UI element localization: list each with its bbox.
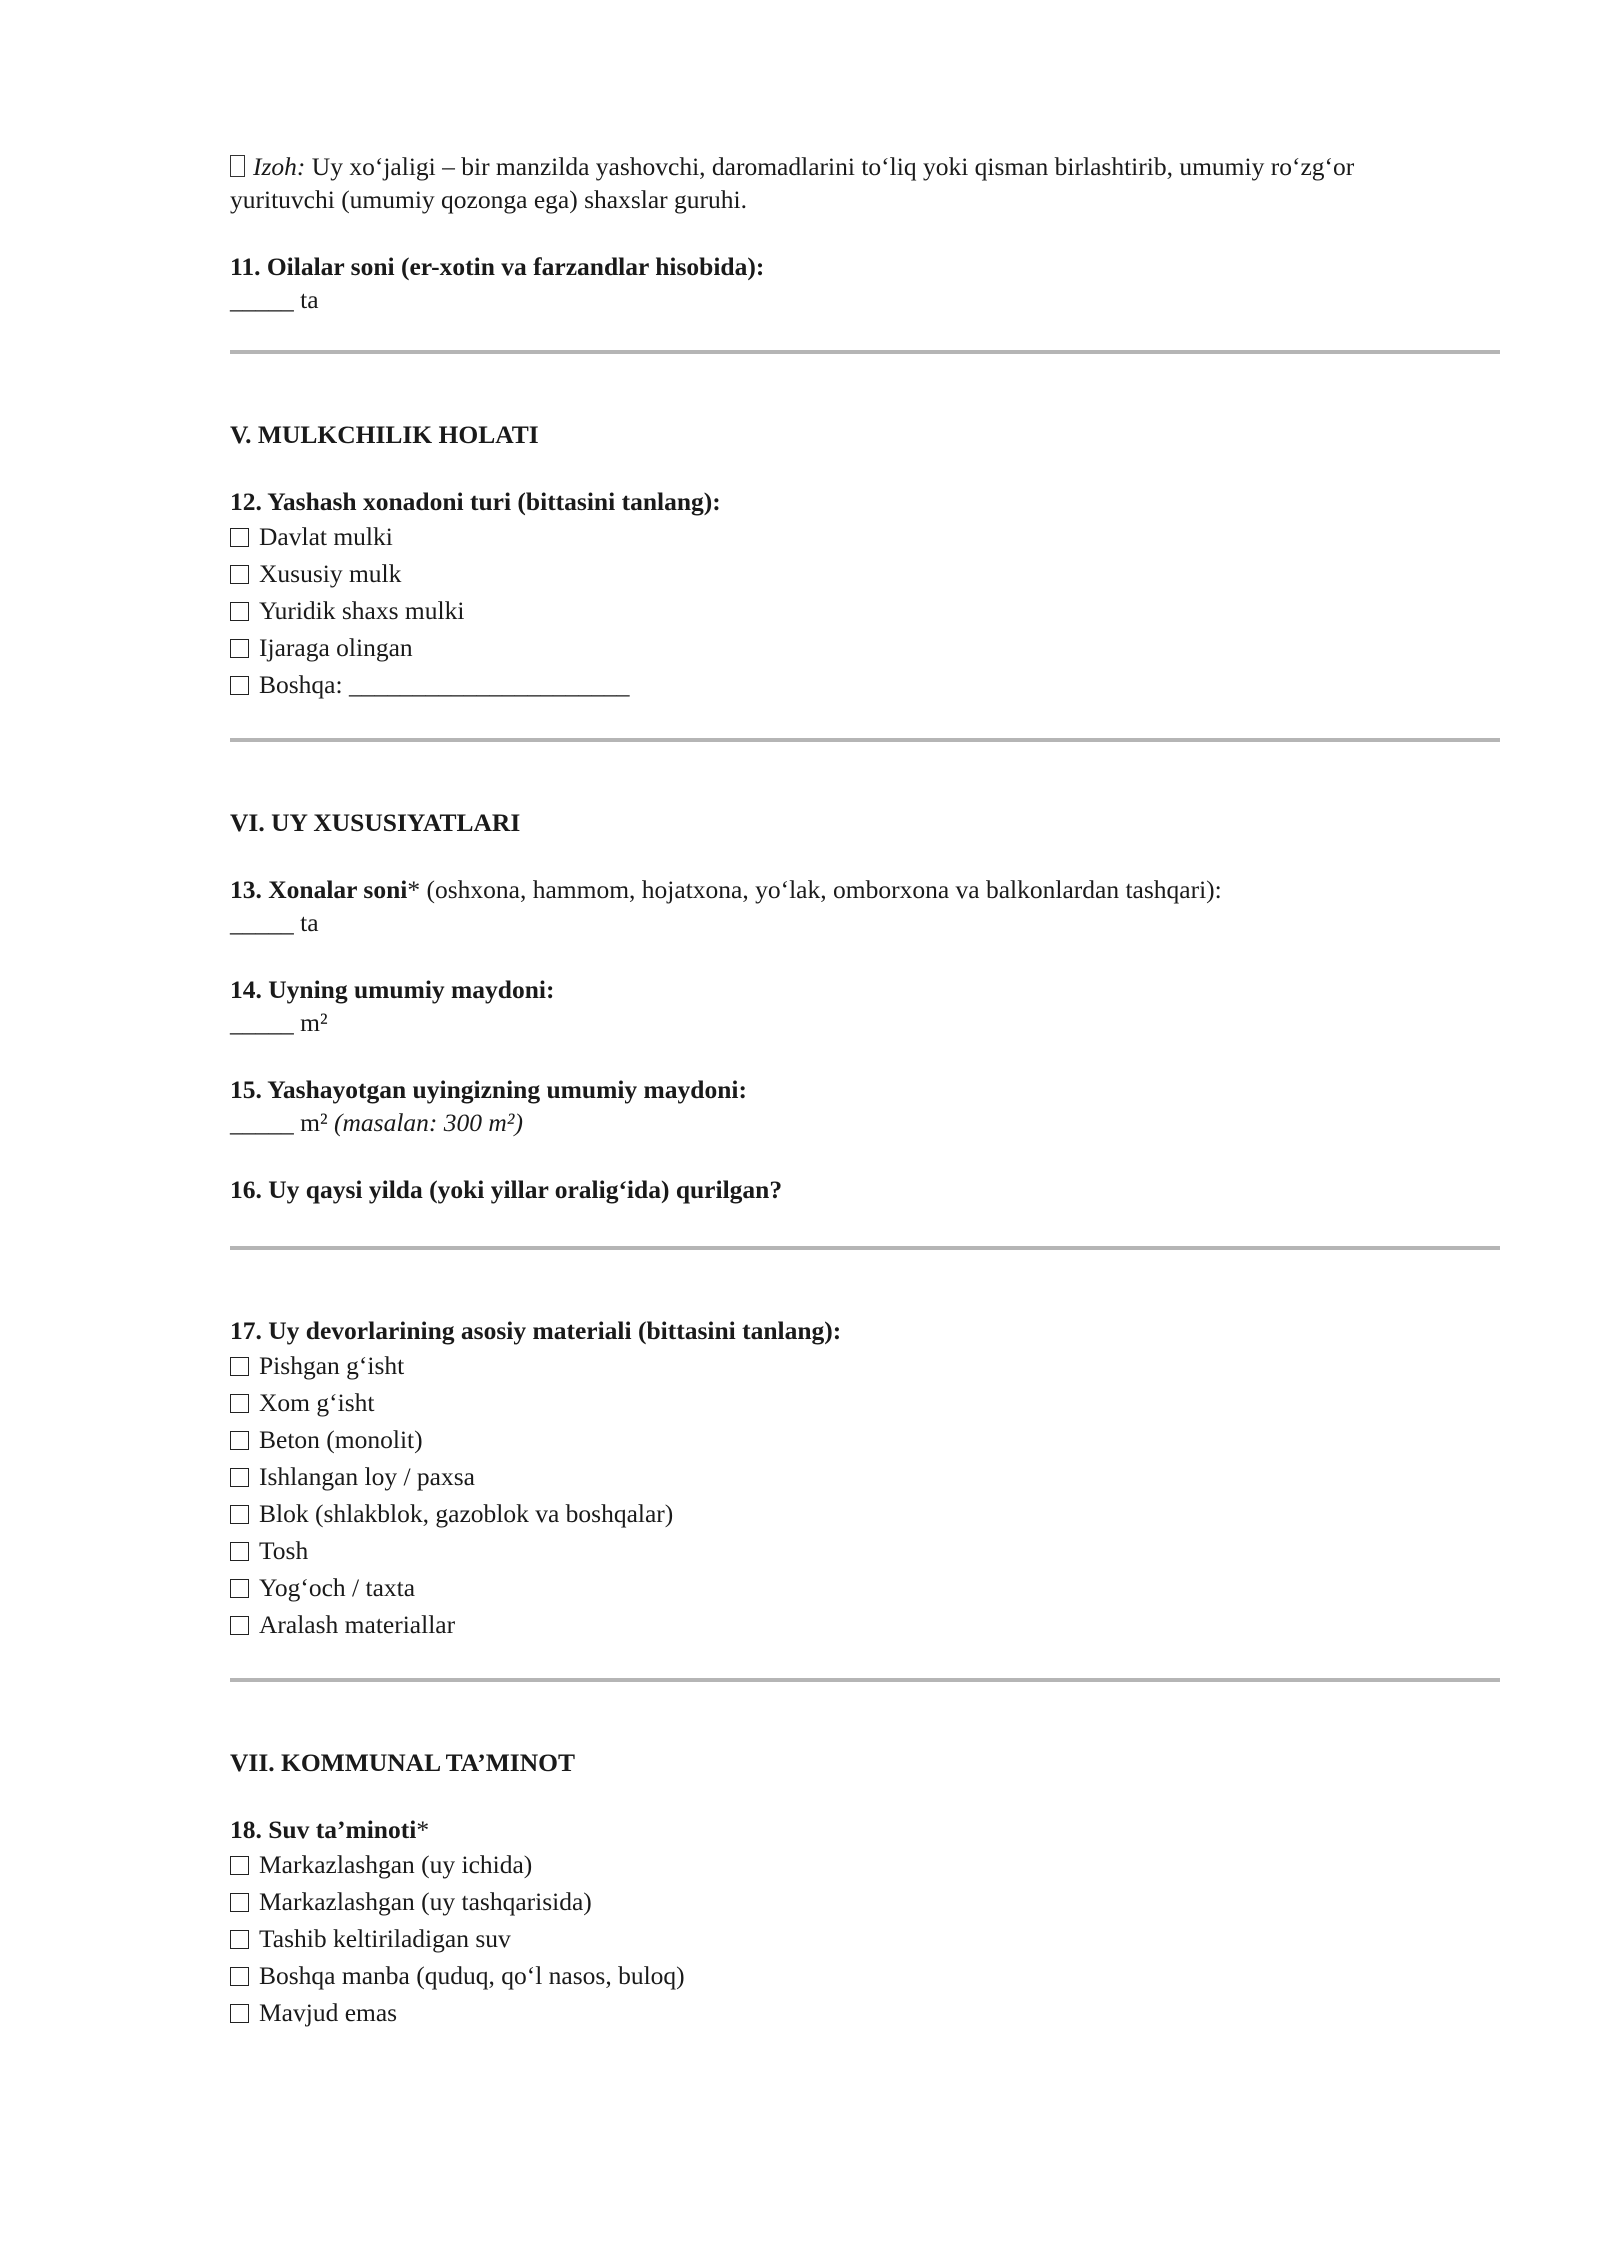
q12-option-label: Xususiy mulk — [259, 559, 402, 588]
note-icon — [230, 155, 245, 177]
section-title-6: VI. UY XUSUSIYATLARI — [230, 808, 521, 837]
q12-option-label: Ijaraga olingan — [259, 633, 413, 662]
q12-option-4[interactable] — [230, 629, 1500, 666]
q14-blank[interactable]: _____ — [230, 1008, 294, 1037]
checkbox[interactable] — [230, 1856, 249, 1875]
checkbox[interactable] — [230, 1394, 249, 1413]
q18-option-label: Markazlashgan (uy tashqarisida) — [259, 1887, 592, 1916]
checkbox[interactable] — [230, 1579, 249, 1598]
q13-title-main: 13. Xonalar soni — [230, 875, 408, 904]
q15-answer — [230, 1106, 1500, 1139]
q17-option-label: Pishgan g‘isht — [259, 1351, 405, 1380]
q15-unit: m² — [293, 1108, 334, 1137]
q13-blank[interactable]: _____ — [230, 908, 294, 937]
q17-option-5[interactable] — [230, 1495, 1500, 1532]
q12-option-3[interactable] — [230, 592, 1500, 629]
checkbox[interactable] — [230, 639, 249, 658]
q17-option-label: Beton (monolit) — [259, 1425, 423, 1454]
q14-answer — [230, 1006, 1500, 1039]
q18-option-label: Mavjud emas — [259, 1998, 398, 2027]
q18-option-1[interactable] — [230, 1846, 1500, 1883]
q15-blank[interactable]: _____ — [230, 1108, 294, 1137]
checkbox[interactable] — [230, 676, 249, 695]
q17-option-8[interactable] — [230, 1606, 1500, 1643]
q18-option-4[interactable] — [230, 1957, 1500, 1994]
q17-option-label: Aralash materiallar — [259, 1610, 456, 1639]
checkbox[interactable] — [230, 1967, 249, 1986]
q17-option-label: Tosh — [259, 1536, 309, 1565]
checkbox[interactable] — [230, 1505, 249, 1524]
q15-title: 15. Yashayotgan uyingizning umumiy maydoni: — [230, 1075, 747, 1104]
q11-answer — [230, 283, 1500, 316]
q18-option-label: Tashib keltiriladigan suv — [259, 1924, 511, 1953]
q17-option-label: Blok (shlakblok, gazoblok va boshqalar) — [259, 1499, 674, 1528]
section-title-7: VII. KOMMUNAL TA’MINOT — [230, 1748, 575, 1777]
q17-option-label: Ishlangan loy / paxsa — [259, 1462, 475, 1491]
checkbox[interactable] — [230, 565, 249, 584]
checkbox[interactable] — [230, 528, 249, 547]
q12-option-label: Davlat mulki — [259, 522, 393, 551]
checkbox[interactable] — [230, 1468, 249, 1487]
section-title-5: V. MULKCHILIK HOLATI — [230, 420, 539, 449]
q12-option-2[interactable] — [230, 555, 1500, 592]
questionnaire-page — [230, 150, 1500, 2031]
q18-option-3[interactable] — [230, 1920, 1500, 1957]
checkbox[interactable] — [230, 1542, 249, 1561]
q17-option-label: Yog‘och / taxta — [259, 1573, 416, 1602]
q18-title-main: 18. Suv ta’minoti — [230, 1815, 417, 1844]
checkbox[interactable] — [230, 1616, 249, 1635]
q13-answer — [230, 906, 1500, 939]
q16-title: 16. Uy qaysi yilda (yoki yillar oralig‘ida) qurilgan? — [230, 1175, 783, 1204]
checkbox[interactable] — [230, 1893, 249, 1912]
q14-unit: m² — [293, 1008, 328, 1037]
checkbox[interactable] — [230, 1930, 249, 1949]
q18-title — [230, 1813, 1500, 1846]
note-text-line1: Uy xo‘jaligi – bir manzilda yashovchi, daromadlarini to‘liq yoki qisman birlashtirib, umumiy ro‘zg‘or — [305, 152, 1355, 181]
q11-unit: ta — [293, 285, 319, 314]
q18-option-label: Markazlashgan (uy ichida) — [259, 1850, 533, 1879]
q12-title: 12. Yashash xonadoni turi (bittasini tanlang): — [230, 487, 721, 516]
checkbox[interactable] — [230, 1431, 249, 1450]
q12-option-1[interactable] — [230, 518, 1500, 555]
q12-option-label: Boshqa: — [259, 670, 343, 699]
q18-option-5[interactable] — [230, 1994, 1500, 2031]
q13-title — [230, 873, 1500, 906]
q18-option-2[interactable] — [230, 1883, 1500, 1920]
q18-option-label: Boshqa manba (quduq, qo‘l nasos, buloq) — [259, 1961, 685, 1990]
q17-option-1[interactable] — [230, 1347, 1500, 1384]
q13-unit: ta — [293, 908, 319, 937]
household-note — [230, 150, 1500, 216]
checkbox[interactable] — [230, 2004, 249, 2023]
note-text-line2: yurituvchi (umumiy qozonga ega) shaxslar guruhi. — [230, 185, 747, 214]
checkbox[interactable] — [230, 1357, 249, 1376]
q12-other-blank[interactable]: ______________________ — [348, 670, 630, 699]
q17-option-4[interactable] — [230, 1458, 1500, 1495]
q17-option-2[interactable] — [230, 1384, 1500, 1421]
q15-example: (masalan: 300 m²) — [333, 1108, 523, 1137]
q17-option-label: Xom g‘isht — [259, 1388, 375, 1417]
note-label: Izoh: — [253, 152, 306, 181]
q13-title-suffix: * (oshxona, hammom, hojatxona, yo‘lak, omborxona va balkonlardan tashqari): — [407, 875, 1222, 904]
q14-title: 14. Uyning umumiy maydoni: — [230, 975, 555, 1004]
q11-title: 11. Oilalar soni (er-xotin va farzandlar hisobida): — [230, 252, 765, 281]
q12-option-5[interactable] — [230, 666, 1500, 703]
q11-blank[interactable]: _____ — [230, 285, 294, 314]
q12-option-label: Yuridik shaxs mulki — [259, 596, 465, 625]
q18-title-suffix: * — [416, 1815, 430, 1844]
q17-title: 17. Uy devorlarining asosiy materiali (bittasini tanlang): — [230, 1316, 842, 1345]
q17-option-3[interactable] — [230, 1421, 1500, 1458]
checkbox[interactable] — [230, 602, 249, 621]
q17-option-7[interactable] — [230, 1569, 1500, 1606]
q17-option-6[interactable] — [230, 1532, 1500, 1569]
